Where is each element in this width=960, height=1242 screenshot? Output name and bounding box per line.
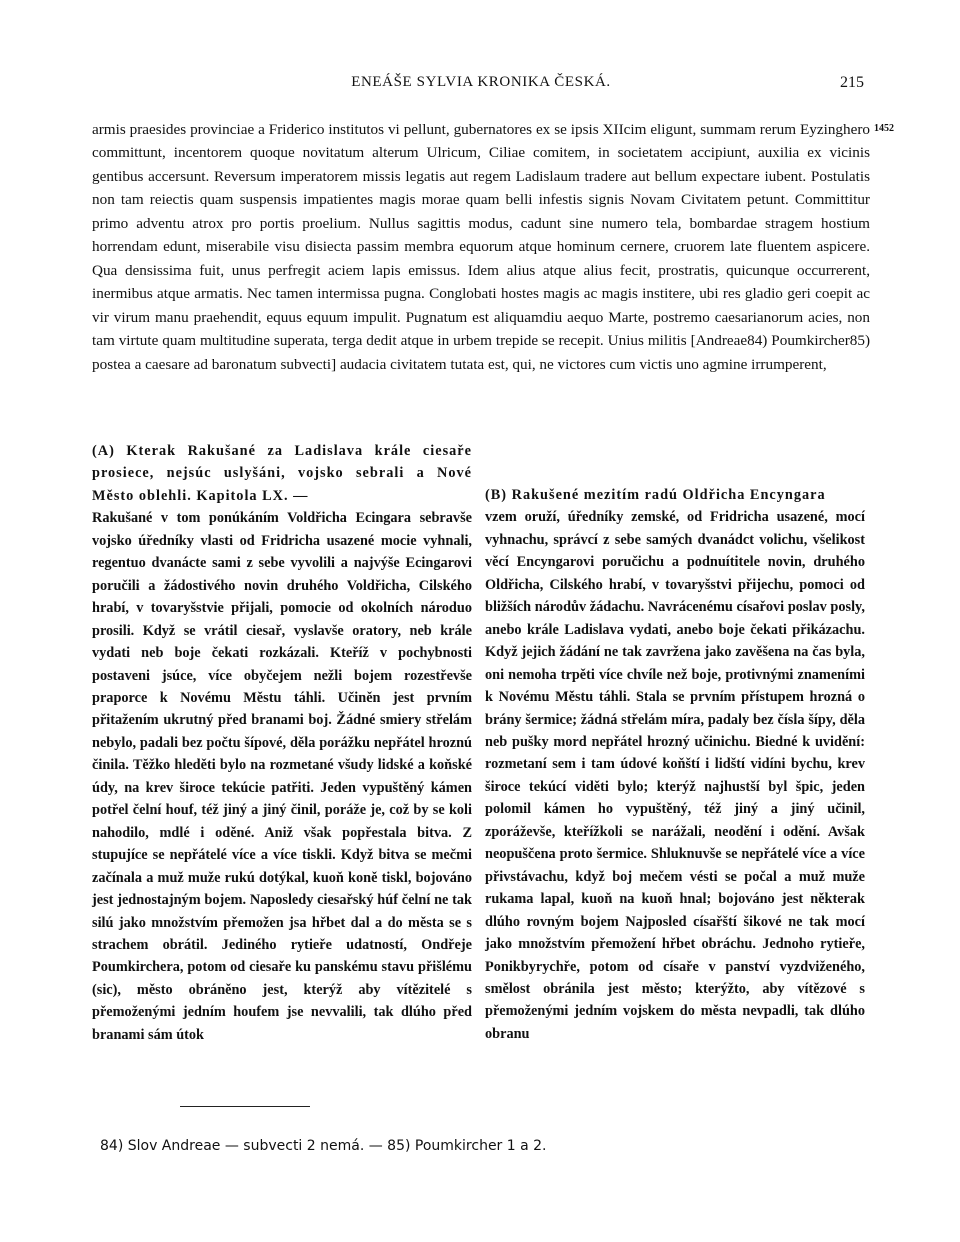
latin-paragraph: armis praesides provinciae a Friderico institutos vi pellunt, gubernatores ex se ipsis XIIcim eligunt, summam rerum Eyzinghero committunt, incentorem quoque novitatum alterum Ulricum, Ciliae comitem, in societatem accipiunt, auxilia ex vicinis gentibus accersunt. Reversum imperatorem missis legatis aut regem Ladislaum tradere aut bellum expectare iubent. Postulatis non tam reiectis quam suspensis impatientes magis morae quam belli infestis signis Novam Civitatem petunt. Committitur primo adventu atrox pro portis proelium. Nullus sagittis modus, cadunt sine numero tela, bombardae stragem hostium horrendam edunt, miserabile visu disiecta passim membra equorum atque hominum cernere, cruorem late fluentem aspicere. Qua densissima fuit, unus perfregit aciem lapis emissus. Idem alius atque alius fecit, prostratis, quicunque occurrerent, inermibus atque armatis. Nec tamen intermissa pugna. Conglobati hostes magis ac magis institere, ubi res gladio geri coepit ac vir virum manu praehendit, equus equum impulit. Pugnatum est aliquamdiu aequo Marte, postremo caesarianorum acies, non tam virtute quam multitudine superata, terga dedit atque in urbem trepide se recepit. Unius militis [Andreae84) Poumkircher85) postea a caesare ad baronatum subvecti] audacia civitatem tutata est, qui, ne victores cum victis uno agmine irrumperent,: [92, 121, 870, 373]
column-a-text: Rakušané v tom ponúkáním Voldřicha Ecingara sebravše vojsko úředníky vlasti od Fridricha usazené mocie vyhnali, regentuo dvanácte sami z sebe vyvolili a najvýše Ecingarovi poručili a žádostivého novin druhého Voldřicha, Cilského hrabí, v tovaryšstvie přijali, pomocie od okolních národuo prosili. Když se vrátil ciesař, vyslavše oratory, neb krále vydati neb boje čekati rozkázali. Kteříž v pochybnosti postaveni jsúce, více obyčejem nežli bojem rozestřevše praporce k Novému Městu táhli. Učiněn jest prvním přitažením ukrutný před branami boj. Žádné smiery střelám nebylo, padali bez počtu šípové, děla porážku nepřátel hroznú činila. Těžko hleděti bylo na rozmetané všudy lidské a koňské údy, na krev široce tekúcie patřiti. Jeden vypuštěný kámen potřel čelní houf, též jiný a jiný činil, poráže je, což by se koli nahodilo, mdlé i oděné. Aniž však popřestala bitva. Z stupujíce se nepřátelé více a více tiskli. Když bitva se mečmi začínala a muž muže rukú dotýkal, kuoň koně tiskl, bojováno jest jednostajným bojem. Naposledy ciesařský húf čelní ne tak silú jako množstvím přemožen jsa hřbet dal a do města se s strachem obrátil. Jediného rytieře udatností, Ondřeje Poumkirchera, potom od ciesaře ku panskému stavu přišlému (sic), město obráněno jest, kterýž aby vítězitelé s přemoženými jedním houfem jse nevvalili, tak dlúho před branami sám útok: [92, 510, 472, 1043]
column-b-text: vzem oruží, úředníky zemské, od Fridricha usazené, mocí vyhnachu, správcí z sebe samých dvanádct volichu, všelikost věcí Encyngarovi poručichu a podnuítitele novin, druhého Oldřicha, Cilského hrabí, v tovaryšstvi přijechu, pomoci od bližších národův žádachu. Navrácenému císařovi poslav posly, anebo krále Ladislava vydati, anebo boje čekati přikázachu. Když jejich žádání ne tak zavržena jako zavěšena na čas byla, oni nemoha trpěti více chvíle než boje, protivnými znameními k Novému Městu táhli. Stala se prvním přístupem hrozná o brány šermice; žádná střelám míra, padaly bez čísla šípy, děla neb pušky mord nepřátel hrozný učinichu. Biedné k uvidění: rozmetaní sem i tam údové koňští i lidští vidíni bychu, krev široce tekúcí viděti bylo; kterýž najhustší byl špic, jeden polomil kámen ho vypuštěný, též jiný a jiný učinil, zporáževše, kteřížkoli se narážali, neodění i odění. Avšak neopuščena proto šermice. Shluknuvše se nepřátelé více a více přivstávachu, když boj mečem vésti se počal a muž muže rukama lapal, kuoň na kuoň hnal; bojováno jest některak dlúho rovným bojem Najposled císařští šikové ne tak mocí jako množstvím přemožení hřbet obráchu. Jednoho rytieře, Ponikbyrychře, potom od císaře v panství vyzdviženého, smělost obránila jest město; kterýžto, aby vítězové s přemoženými jedním vojskem do města nevpadli, tak dlúho obranu: [485, 509, 865, 1042]
column-a-heading: (A) Kterak Rakušané za Ladislava krále ciesaře prosiece, nejsúc uslyšáni, vojsko sebrali a Nové Město oblehli. Kapitola LX. —: [92, 443, 472, 504]
page-number: 215: [840, 74, 864, 91]
running-title: ENEÁŠE SYLVIA KRONIKA ČESKÁ.: [351, 74, 611, 90]
column-a: [92, 440, 472, 1046]
footnote-divider: [180, 1106, 310, 1107]
footnote: 84) Slov Andreae — subvecti 2 nemá. — 85) Poumkircher 1 a 2.: [100, 1138, 547, 1154]
column-b-heading: (B) Rakušené mezitím radú Oldřicha Encyngara: [485, 487, 826, 503]
margin-year-note: 1452: [874, 123, 894, 134]
column-b: [485, 484, 865, 1045]
page-header: [92, 74, 870, 98]
